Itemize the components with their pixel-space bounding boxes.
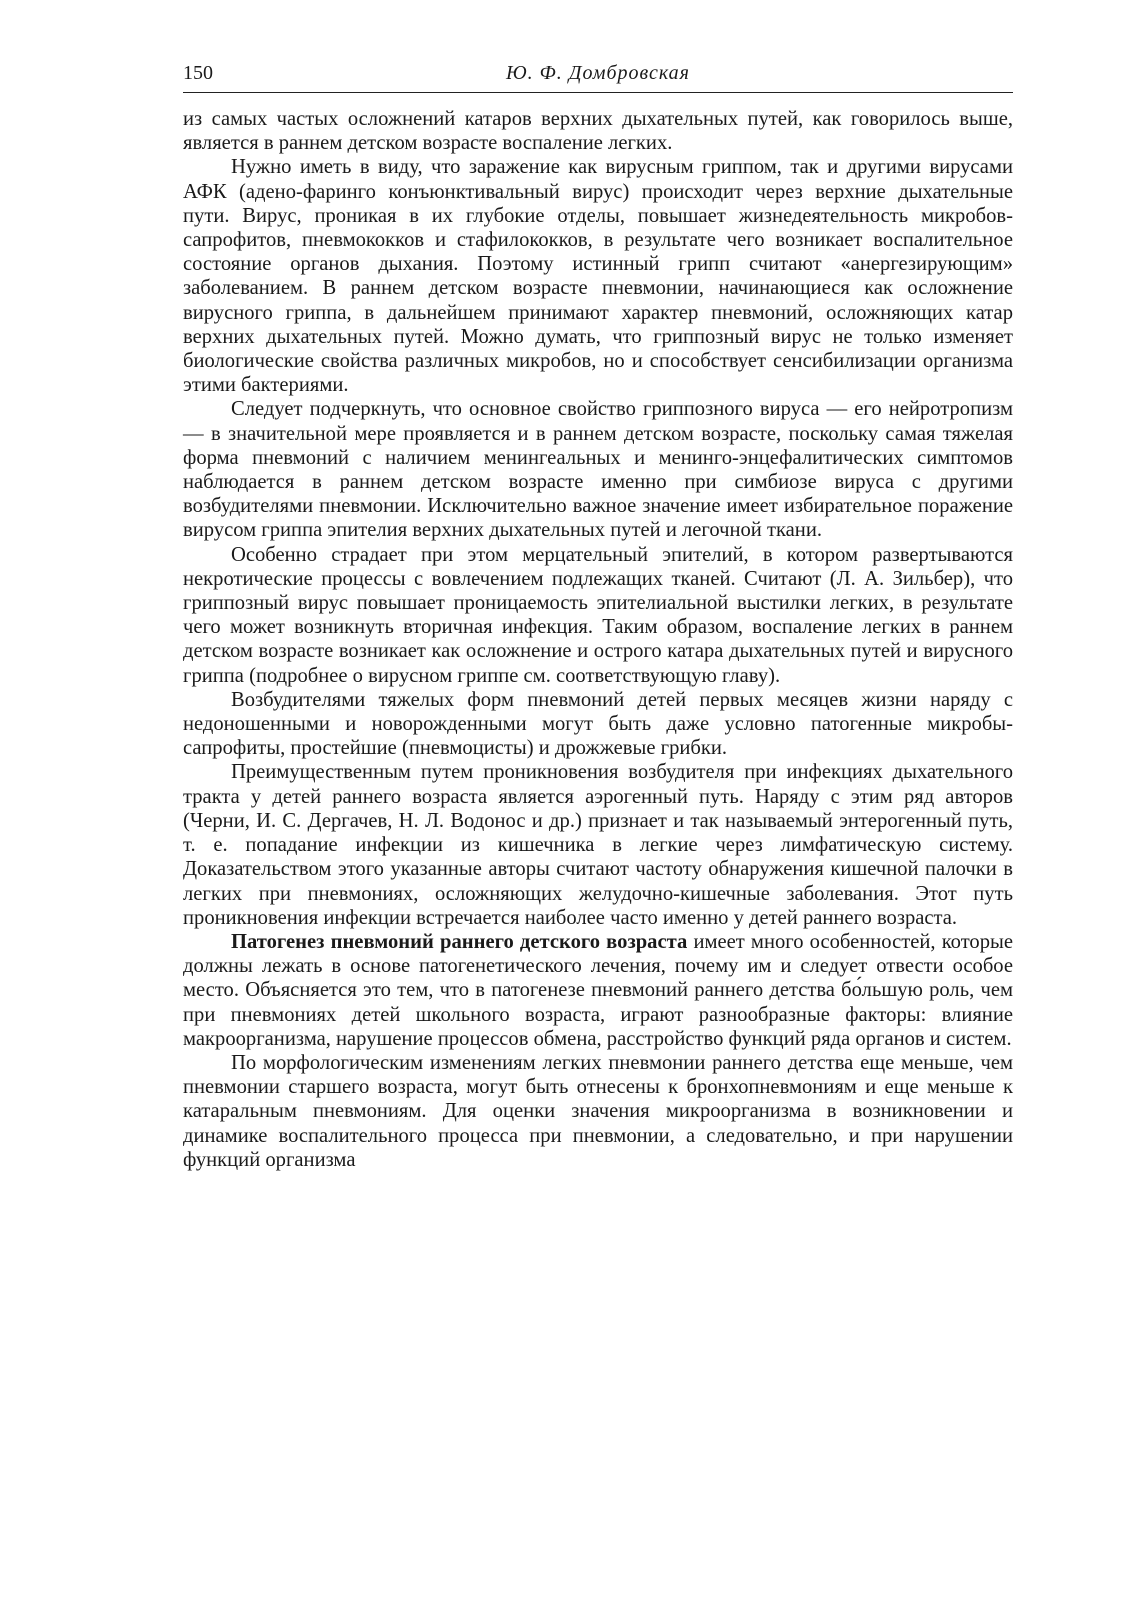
paragraph-lead-heading: Патогенез пневмоний раннего детского возраста bbox=[231, 930, 688, 953]
paragraph: Нужно иметь в виду, что заражение как вирусным гриппом, так и другими вирусами АФК (адено-фаринго конъюнктивальный вирус) происходит через верхние дыхательные пути. Вирус, проникая в их глубокие отделы, повышает жизнедеятельность микробов-сапрофитов, пневмококков и стафилококков, в результате чего возникает воспалительное состояние органов дыхания. Поэтому истинный грипп считают «анергезирующим» заболеванием. В раннем детском возрасте пневмонии, начинающиеся как осложнение вирусного гриппа, в дальнейшем принимают характер пневмоний, осложняющих катар верхних дыхательных путей. Можно думать, что гриппозный вирус не только изменяет биологические свойства различных микробов, но и способствует сенсибилизации организма этими бактериями. bbox=[183, 156, 1013, 397]
body-text bbox=[183, 107, 1013, 1172]
paragraph: По морфологическим изменениям легких пневмонии раннего детства еще меньше, чем пневмонии старшего возраста, могут быть отнесены к бронхопневмониям и еще меньше к катаральным пневмониям. Для оценки значения микроорганизма в возникновении и динамике воспалительного процесса при пневмонии, а следовательно, и при нарушении функций организма bbox=[183, 1051, 1013, 1171]
paragraph: Возбудителями тяжелых форм пневмоний детей первых месяцев жизни наряду с недоношенными и новорожденными могут быть даже условно патогенные микробы-сапрофиты, простейшие (пневмоцисты) и дрожжевые грибки. bbox=[183, 688, 1013, 760]
page-number: 150 bbox=[183, 62, 213, 84]
paragraph: Преимущественным путем проникновения возбудителя при инфекциях дыхательного тракта у детей раннего возраста является аэрогенный путь. Наряду с этим ряд авторов (Черни, И. С. Дергачев, Н. Л. Водонос и др.) признает и так называемый энтерогенный путь, т. е. попадание инфекции из кишечника в легкие через лимфатическую систему. Доказательством этого указанные авторы считают частоту обнаружения кишечной палочки в легких при пневмониях, осложняющих желудочно-кишечные заболевания. Этот путь проникновения инфекции встречается наиболее часто именно у детей раннего возраста. bbox=[183, 761, 1013, 929]
paragraph: Патогенез пневмоний раннего детского возраста имеет много особенностей, которые должны лежать в основе патогенетического лечения, почему им и следует отвести особое место. Объясняется это тем, что в патогенезе пневмоний раннего детства бо́льшую роль, чем при пневмониях детей школьного возраста, играют разнообразные факторы: влияние макроорганизма, нарушение процессов обмена, расстройство функций ряда органов и систем. bbox=[183, 930, 1013, 1050]
running-head bbox=[183, 58, 1013, 93]
running-title: Ю. Ф. Домбровская bbox=[506, 62, 690, 84]
paragraph: Особенно страдает при этом мерцательный эпителий, в котором развертываются некротические процессы с вовлечением подлежащих тканей. Считают (Л. А. Зильбер), что гриппозный вирус повышает проницаемость эпителиальной выстилки легких, в результате чего может возникнуть вторичная инфекция. Таким образом, воспаление легких в раннем детском возрасте возникает как осложнение и острого катара дыхательных путей и вирусного гриппа (подробнее о вирусном гриппе см. соответствующую главу). bbox=[183, 543, 1013, 687]
paragraph: Следует подчеркнуть, что основное свойство гриппозного вируса — его нейротропизм — в значительной мере проявляется и в раннем детском возрасте, поскольку самая тяжелая форма пневмоний с наличием менингеальных и менинго-энцефалитических симптомов наблюдается в раннем детском возрасте именно при симбиозе вируса с другими возбудителями пневмонии. Исключительно важное значение имеет избирательное поражение вирусом гриппа эпителия верхних дыхательных путей и легочной ткани. bbox=[183, 398, 1013, 542]
paragraph: из самых частых осложнений катаров верхних дыхательных путей, как говорилось выше, является в раннем детском возрасте воспаление легких. bbox=[183, 108, 1013, 155]
book-page bbox=[183, 58, 1013, 1172]
